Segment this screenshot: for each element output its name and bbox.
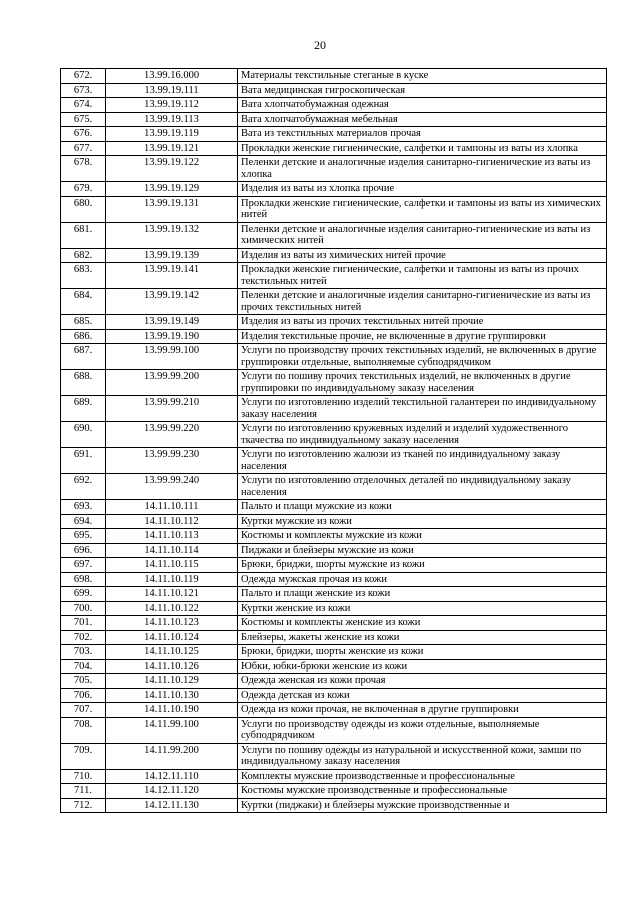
code-cell: 13.99.99.100 — [106, 344, 238, 370]
description-cell: Услуги по изготовлению жалюзи из тканей по индивидуальному заказу населения — [238, 448, 607, 474]
code-cell: 14.11.10.125 — [106, 645, 238, 660]
row-number-cell: 684. — [61, 289, 106, 315]
description-cell: Услуги по изготовлению кружевных изделий и изделий художественного ткачества по индивидуальному заказу населения — [238, 422, 607, 448]
table-row — [61, 289, 607, 315]
description-cell: Услуги по производству одежды из кожи отдельные, выполняемые субподрядчиком — [238, 717, 607, 743]
code-cell: 13.99.19.149 — [106, 315, 238, 330]
code-cell: 14.11.10.190 — [106, 703, 238, 718]
description-cell: Одежда мужская прочая из кожи — [238, 572, 607, 587]
table-row — [61, 222, 607, 248]
code-cell: 14.12.11.130 — [106, 798, 238, 813]
row-number-cell: 708. — [61, 717, 106, 743]
code-cell: 14.11.10.129 — [106, 674, 238, 689]
table-row — [61, 196, 607, 222]
description-cell: Одежда из кожи прочая, не включенная в другие группировки — [238, 703, 607, 718]
table-row — [61, 112, 607, 127]
code-cell: 13.99.16.000 — [106, 69, 238, 84]
row-number-cell: 694. — [61, 514, 106, 529]
code-cell: 13.99.99.230 — [106, 448, 238, 474]
description-cell: Услуги по пошиву прочих текстильных изделий, не включенных в другие группировки по индивидуальному заказу населения — [238, 370, 607, 396]
code-cell: 13.99.99.220 — [106, 422, 238, 448]
row-number-cell: 691. — [61, 448, 106, 474]
code-cell: 14.11.10.121 — [106, 587, 238, 602]
row-number-cell: 686. — [61, 329, 106, 344]
classifier-table — [60, 68, 607, 813]
row-number-cell: 680. — [61, 196, 106, 222]
table-row — [61, 127, 607, 142]
description-cell: Пеленки детские и аналогичные изделия санитарно-гигиенические из ваты из прочих текстильных нитей — [238, 289, 607, 315]
description-cell: Юбки, юбки-брюки женские из кожи — [238, 659, 607, 674]
table-row — [61, 630, 607, 645]
table-row — [61, 156, 607, 182]
row-number-cell: 678. — [61, 156, 106, 182]
description-cell: Материалы текстильные стеганые в куске — [238, 69, 607, 84]
code-cell: 14.11.10.114 — [106, 543, 238, 558]
description-cell: Куртки (пиджаки) и блейзеры мужские производственные и — [238, 798, 607, 813]
row-number-cell: 681. — [61, 222, 106, 248]
row-number-cell: 689. — [61, 396, 106, 422]
code-cell: 13.99.19.129 — [106, 182, 238, 197]
description-cell: Пеленки детские и аналогичные изделия санитарно-гигиенические из ваты из хлопка — [238, 156, 607, 182]
table-row — [61, 743, 607, 769]
description-cell: Брюки, бриджи, шорты мужские из кожи — [238, 558, 607, 573]
table-row — [61, 601, 607, 616]
description-cell: Пальто и плащи мужские из кожи — [238, 500, 607, 515]
description-cell: Прокладки женские гигиенические, салфетки и тампоны из ваты из прочих текстильных нитей — [238, 263, 607, 289]
row-number-cell: 679. — [61, 182, 106, 197]
code-cell: 13.99.19.112 — [106, 98, 238, 113]
code-cell: 13.99.19.141 — [106, 263, 238, 289]
table-row — [61, 83, 607, 98]
description-cell: Костюмы мужские производственные и профессиональные — [238, 784, 607, 799]
description-cell: Услуги по изготовлению изделий текстильной галантереи по индивидуальному заказу населения — [238, 396, 607, 422]
code-cell: 14.11.10.119 — [106, 572, 238, 587]
table-row — [61, 616, 607, 631]
code-cell: 13.99.19.132 — [106, 222, 238, 248]
table-row — [61, 514, 607, 529]
row-number-cell: 707. — [61, 703, 106, 718]
table-row — [61, 248, 607, 263]
table-row — [61, 717, 607, 743]
code-cell: 14.11.10.126 — [106, 659, 238, 674]
table-row — [61, 422, 607, 448]
code-cell: 14.11.10.113 — [106, 529, 238, 544]
code-cell: 13.99.19.111 — [106, 83, 238, 98]
description-cell: Вата хлопчатобумажная мебельная — [238, 112, 607, 127]
table-row — [61, 500, 607, 515]
code-cell: 14.11.99.100 — [106, 717, 238, 743]
row-number-cell: 706. — [61, 688, 106, 703]
description-cell: Изделия из ваты из хлопка прочие — [238, 182, 607, 197]
description-cell: Услуги по изготовлению отделочных деталей по индивидуальному заказу населения — [238, 474, 607, 500]
code-cell: 14.11.10.122 — [106, 601, 238, 616]
table-row — [61, 558, 607, 573]
description-cell: Пальто и плащи женские из кожи — [238, 587, 607, 602]
row-number-cell: 705. — [61, 674, 106, 689]
row-number-cell: 704. — [61, 659, 106, 674]
row-number-cell: 695. — [61, 529, 106, 544]
row-number-cell: 700. — [61, 601, 106, 616]
description-cell: Изделия из ваты из прочих текстильных нитей прочие — [238, 315, 607, 330]
row-number-cell: 675. — [61, 112, 106, 127]
table-row — [61, 659, 607, 674]
description-cell: Костюмы и комплекты мужские из кожи — [238, 529, 607, 544]
description-cell: Куртки мужские из кожи — [238, 514, 607, 529]
code-cell: 13.99.19.190 — [106, 329, 238, 344]
description-cell: Одежда детская из кожи — [238, 688, 607, 703]
table-row — [61, 572, 607, 587]
code-cell: 13.99.19.121 — [106, 141, 238, 156]
table-row — [61, 370, 607, 396]
table-row — [61, 329, 607, 344]
description-cell: Изделия текстильные прочие, не включенные в другие группировки — [238, 329, 607, 344]
code-cell: 14.11.99.200 — [106, 743, 238, 769]
table-row — [61, 448, 607, 474]
description-cell: Услуги по производству прочих текстильных изделий, не включенных в другие группировки отдельные, выполняемые субподрядчиком — [238, 344, 607, 370]
description-cell: Вата хлопчатобумажная одежная — [238, 98, 607, 113]
table-body — [61, 69, 607, 813]
code-cell: 13.99.19.122 — [106, 156, 238, 182]
table-row — [61, 784, 607, 799]
table-row — [61, 263, 607, 289]
description-cell: Куртки женские из кожи — [238, 601, 607, 616]
row-number-cell: 672. — [61, 69, 106, 84]
table-row — [61, 69, 607, 84]
code-cell: 13.99.99.240 — [106, 474, 238, 500]
code-cell: 14.11.10.111 — [106, 500, 238, 515]
row-number-cell: 685. — [61, 315, 106, 330]
code-cell: 14.11.10.123 — [106, 616, 238, 631]
description-cell: Прокладки женские гигиенические, салфетки и тампоны из ваты из хлопка — [238, 141, 607, 156]
page-number: 20 — [314, 38, 326, 52]
description-cell: Пеленки детские и аналогичные изделия санитарно-гигиенические из ваты из химических нитей — [238, 222, 607, 248]
table-row — [61, 141, 607, 156]
code-cell: 13.99.99.210 — [106, 396, 238, 422]
row-number-cell: 697. — [61, 558, 106, 573]
table-row — [61, 182, 607, 197]
row-number-cell: 692. — [61, 474, 106, 500]
code-cell: 13.99.99.200 — [106, 370, 238, 396]
code-cell: 14.12.11.110 — [106, 769, 238, 784]
description-cell: Комплекты мужские производственные и профессиональные — [238, 769, 607, 784]
code-cell: 13.99.19.139 — [106, 248, 238, 263]
description-cell: Вата из текстильных материалов прочая — [238, 127, 607, 142]
row-number-cell: 710. — [61, 769, 106, 784]
row-number-cell: 683. — [61, 263, 106, 289]
row-number-cell: 690. — [61, 422, 106, 448]
row-number-cell: 673. — [61, 83, 106, 98]
description-cell: Брюки, бриджи, шорты женские из кожи — [238, 645, 607, 660]
row-number-cell: 701. — [61, 616, 106, 631]
description-cell: Пиджаки и блейзеры мужские из кожи — [238, 543, 607, 558]
code-cell: 14.11.10.130 — [106, 688, 238, 703]
row-number-cell: 693. — [61, 500, 106, 515]
code-cell: 14.12.11.120 — [106, 784, 238, 799]
description-cell: Блейзеры, жакеты женские из кожи — [238, 630, 607, 645]
table-row — [61, 645, 607, 660]
row-number-cell: 682. — [61, 248, 106, 263]
code-cell: 13.99.19.113 — [106, 112, 238, 127]
table-row — [61, 529, 607, 544]
code-cell: 13.99.19.142 — [106, 289, 238, 315]
row-number-cell: 687. — [61, 344, 106, 370]
table-row — [61, 587, 607, 602]
description-cell: Изделия из ваты из химических нитей прочие — [238, 248, 607, 263]
table-row — [61, 769, 607, 784]
table-row — [61, 688, 607, 703]
code-cell: 14.11.10.124 — [106, 630, 238, 645]
code-cell: 13.99.19.131 — [106, 196, 238, 222]
row-number-cell: 711. — [61, 784, 106, 799]
row-number-cell: 688. — [61, 370, 106, 396]
table-row — [61, 543, 607, 558]
table-row — [61, 315, 607, 330]
description-cell: Вата медицинская гигроскопическая — [238, 83, 607, 98]
row-number-cell: 702. — [61, 630, 106, 645]
description-cell: Одежда женская из кожи прочая — [238, 674, 607, 689]
table-row — [61, 674, 607, 689]
row-number-cell: 674. — [61, 98, 106, 113]
table-row — [61, 98, 607, 113]
table-row — [61, 703, 607, 718]
table-row — [61, 474, 607, 500]
row-number-cell: 698. — [61, 572, 106, 587]
row-number-cell: 677. — [61, 141, 106, 156]
code-cell: 14.11.10.115 — [106, 558, 238, 573]
row-number-cell: 699. — [61, 587, 106, 602]
row-number-cell: 712. — [61, 798, 106, 813]
description-cell: Прокладки женские гигиенические, салфетки и тампоны из ваты из химических нитей — [238, 196, 607, 222]
description-cell: Услуги по пошиву одежды из натуральной и искусственной кожи, замши по индивидуальному заказу населения — [238, 743, 607, 769]
row-number-cell: 703. — [61, 645, 106, 660]
table-row — [61, 344, 607, 370]
code-cell: 14.11.10.112 — [106, 514, 238, 529]
row-number-cell: 709. — [61, 743, 106, 769]
code-cell: 13.99.19.119 — [106, 127, 238, 142]
description-cell: Костюмы и комплекты женские из кожи — [238, 616, 607, 631]
row-number-cell: 676. — [61, 127, 106, 142]
table-row — [61, 396, 607, 422]
row-number-cell: 696. — [61, 543, 106, 558]
table-row — [61, 798, 607, 813]
